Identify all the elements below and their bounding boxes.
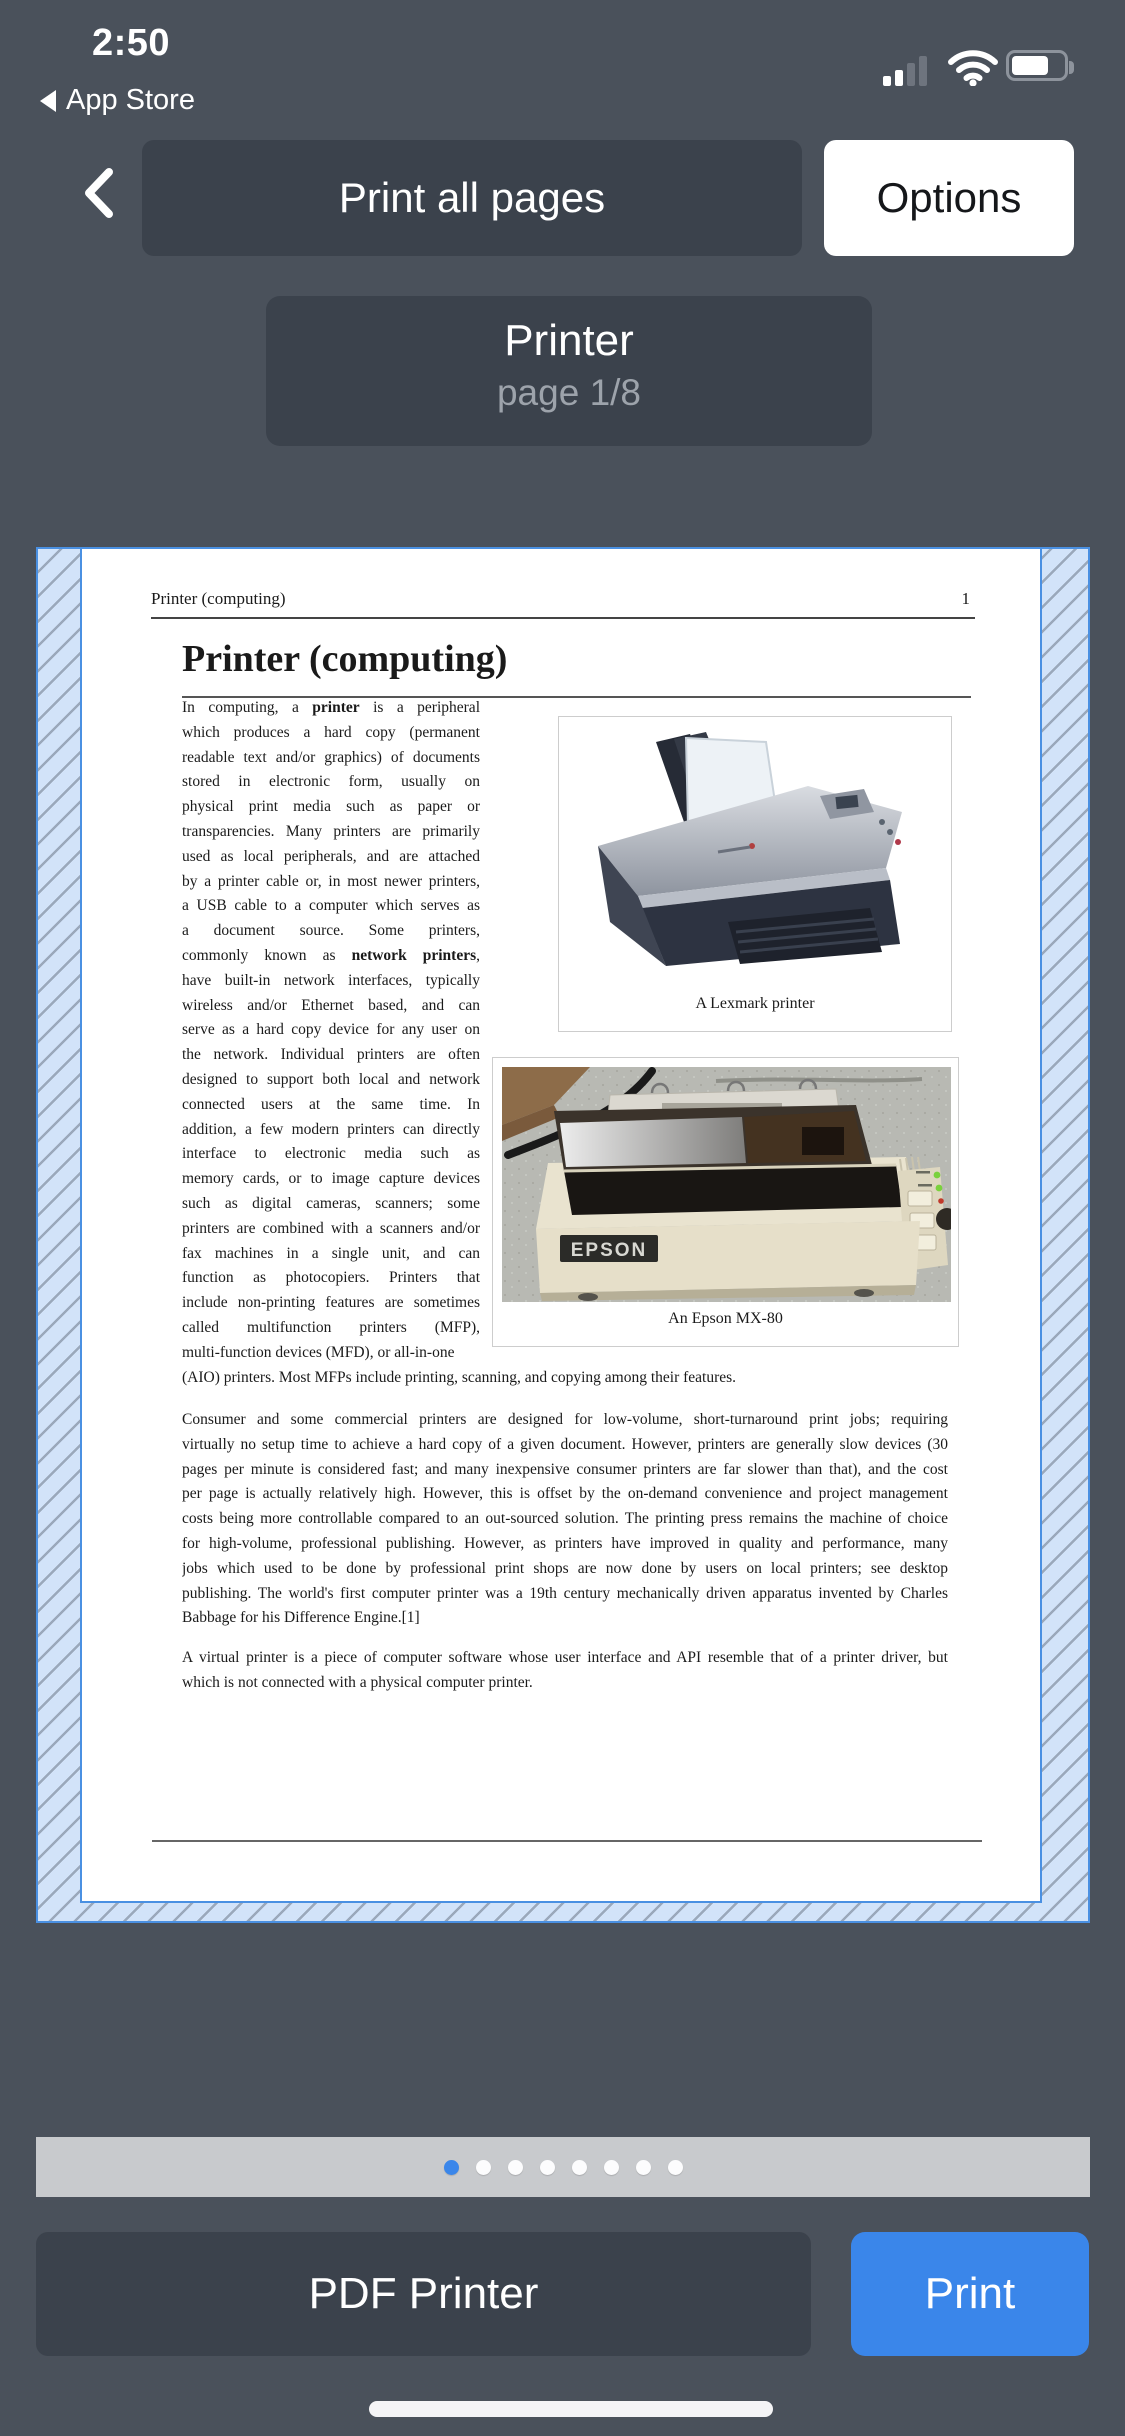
wifi-icon [948, 50, 998, 91]
running-header: Printer (computing) [151, 589, 286, 608]
document-page-number: 1 [961, 589, 970, 608]
body-paragraph-3: A virtual printer is a piece of computer software whose user interface and API resemble that of a printer driver, but which is not connected with a physical computer printer. [182, 1649, 948, 1691]
battery-icon [1006, 50, 1068, 81]
figure-lexmark [558, 716, 952, 1032]
figure-caption: A Lexmark printer [695, 995, 815, 1012]
epson-printer-image [502, 1067, 951, 1302]
printer-card-title: Printer [504, 316, 634, 365]
epson-brand-label: EPSON [570, 1240, 648, 1261]
page-dot[interactable] [508, 2160, 523, 2175]
footer-rule [152, 1840, 982, 1842]
lexmark-printer-image [568, 726, 944, 974]
body-text-fullwidth-line: (AIO) printers. Most MFPs include printing, scanning, and copying among their features. [182, 1369, 737, 1386]
status-time: 2:50 [92, 22, 171, 64]
page-dot[interactable] [572, 2160, 587, 2175]
printer-card-page: page 1/8 [496, 372, 642, 413]
back-triangle-icon [40, 90, 56, 112]
document-page [80, 547, 1042, 1903]
page-dot[interactable] [668, 2160, 683, 2175]
printer-page-card [266, 296, 872, 446]
page-preview[interactable] [36, 547, 1090, 1923]
body-paragraph-2: Consumer and some commercial printers are designed for low-volume, short-turnaround print jobs; requiring virtually no setup time to achieve a hard copy of a given document. However, printers are generally slow devices (30 pages per minute is considered fast; and many inexpensive consumer printers are far slower than that), and the cost per page is actually relatively high. However, this is offset by the on-demand convenience and project management costs being more controllable compared to an out-sourced solution. The printing press remains the machine of choice for high-volume, professional publishing. However, as printers have improved in quality and performance, many jobs which used to be done by professional print shops are now done by users on local printers; see desktop publishing. The world's first computer printer was a 19th century mechanically driven apparatus invented by Charles Babbage for his Difference Engine.[1] [182, 1411, 948, 1627]
header-rule [151, 617, 975, 619]
page-dots-bar[interactable] [36, 2137, 1090, 2197]
figure-caption: An Epson MX-80 [668, 1310, 783, 1327]
back-to-app-link[interactable] [40, 84, 195, 117]
body-text-column: In computing, a printer is a peripheral which produces a hard copy (permanent readable text and/or graphics) of documents stored in electronic form, usually on physical print media such as paper or transparencies. Many printers are primarily used as local peripherals, and are attached by a printer cable or, in most newer printers, a USB cable to a computer which serves as a document source. Some printers, commonly known as network printers, have built-in network interfaces, typically wireless and/or Ethernet based, and can serve as a hard copy device for any user on the network. Individual printers are often designed to support both local and network connected users at the same time. In addition, a few modern printers can directly interface to electronic media such as memory cards, or to image capture devices such as digital cameras, scanners; some printers are combined with a scanners and/or fax machines in a single unit, and can function as photocopiers. Printers that include non-printing features are sometimes called multifunction printers (MFP), multi-function devices (MFD), or all-in-one [182, 699, 480, 1361]
document-title: Printer (computing) [182, 638, 508, 680]
title-rule [182, 696, 971, 698]
pdf-printer-button[interactable]: PDF Printer [36, 2232, 811, 2356]
page-dot[interactable] [476, 2160, 491, 2175]
home-indicator[interactable] [369, 2401, 773, 2417]
back-app-label: App Store [66, 84, 195, 116]
cellular-signal-icon [883, 52, 935, 86]
print-range-button[interactable]: Print all pages [142, 140, 802, 256]
back-chevron-icon[interactable] [80, 166, 116, 225]
page-dot[interactable] [444, 2160, 459, 2175]
figure-epson [492, 1057, 959, 1347]
page-dot[interactable] [636, 2160, 651, 2175]
page-dot[interactable] [604, 2160, 619, 2175]
options-button[interactable]: Options [824, 140, 1074, 256]
print-button[interactable]: Print [851, 2232, 1089, 2356]
page-dot[interactable] [540, 2160, 555, 2175]
